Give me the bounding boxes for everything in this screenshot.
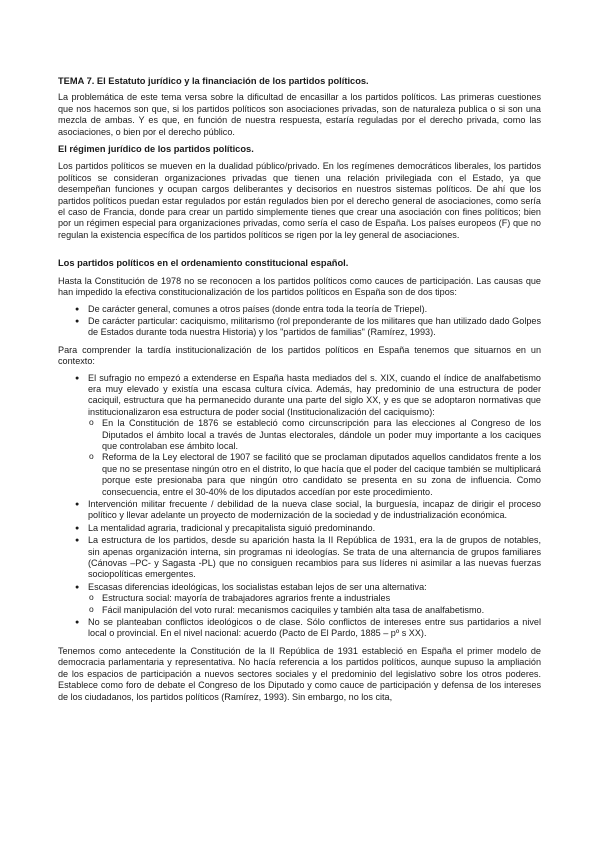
- list-item: ● No se planteaban conflictos ideológicos o de clase. Sólo conflictos de intereses entre sus partidarios a nivel local o provincial. En el nivel nacional: acuerdo (Pacto de El Pardo, 1885 – pº s XX).: [58, 617, 541, 640]
- sub-list-item: o Reforma de la Ley electoral de 1907 se facilitó que se proclaman diputados aquellos candidatos frente a los que no se presentase ningún otro en el distrito, lo que hacía que el poder del cacique también se multiplicará porque este presionaba para que ningún otro candidato se presenta en su zona de influencia. Como consecuencia, entre el 30-40% de los diputados accedían por este procedimiento.: [88, 452, 541, 498]
- document-title: TEMA 7. El Estatuto jurídico y la financiación de los partidos políticos.: [58, 76, 369, 86]
- causes-list: [58, 304, 541, 339]
- intro-paragraph: La problemática de este tema versa sobre la dificultad de encasillar a los partidos políticos. Las primeras cuestiones que nos hacemos son que, si los partidos políticos son asociaciones privadas, son de naturaleza publica o si son una mezcla de ambas. Y es que, en función de nuestra respuesta, estaría reguladas por el derecho privada, como las asociaciones, o bien por el derecho público.: [58, 92, 541, 137]
- list-item: [58, 582, 541, 616]
- section-heading-regimen: El régimen jurídico de los partidos políticos.: [58, 144, 254, 155]
- context-list: [58, 373, 541, 640]
- sub-list-item: o Estructura social: mayoría de trabajadores agrarios frente a industriales: [88, 593, 541, 604]
- list-item: ● Intervención militar frecuente / debilidad de la nueva clase social, la burguesía, incapaz de dirigir el proceso político y llevar adelante un proyecto de modernización de la sociedad y de industrialización económica.: [58, 499, 541, 522]
- list-item: ● De carácter particular: caciquismo, militarismo (rol preponderante de los militares que han utilizado dado Golpes de Estados durante toda nuestra Historia) y los "partidos de familias" (Ramírez, 1993).: [58, 316, 541, 339]
- section-heading-ordenamiento: Los partidos políticos en el ordenamiento constitucional español.: [58, 258, 349, 269]
- list-item: ● La estructura de los partidos, desde su aparición hasta la II República de 1931, era la de grupos de notables, sin apenas organización interna, sin programas ni ideologías. Se trata de una alternancia de grupos familiares (Cánovas –PC- y Sagasta -PL) que no consiguen recambios para sus líderes ni asimilar a las nuevas fuerzas sociopolíticas emergentes.: [58, 535, 541, 581]
- ordenamiento-paragraph-2: Para comprender la tardía institucionalización de los partidos políticos en España tenemos que situarnos en un contexto:: [58, 344, 541, 367]
- sub-list: [88, 593, 541, 616]
- list-item: ● De carácter general, comunes a otros países (donde entra toda la teoría de Triepel).: [58, 304, 541, 315]
- ordenamiento-paragraph-1: Hasta la Constitución de 1978 no se reconocen a los partidos políticos como cauces de participación. Las causas que han impedido la efectiva constitucionalización de los partidos políticos en España son de dos tipos:: [58, 275, 541, 298]
- list-item-text: Escasas diferencias ideológicas, los socialistas estaban lejos de ser una alternativa:: [88, 581, 427, 592]
- list-item: [58, 373, 541, 498]
- list-item-text: El sufragio no empezó a extenderse en España hasta mediados del s. XIX, cuando el índice de analfabetismo era muy elevado y existía una escasa cultura cívica. Además, hay predominio de una estructura de poder caciquil, estructura que ha permanecido durante una parte del siglo XX, y es que se adoptaron normativas que institucionalizaron esa estructura de poder social (Institucionalización del caciquismo):: [88, 372, 541, 417]
- sub-list-item: o Fácil manipulación del voto rural: mecanismos caciquiles y también alta tasa de analfabetismo.: [88, 605, 541, 616]
- ordenamiento-paragraph-3: Tenemos como antecedente la Constitución de la II República de 1931 estableció en España el primer modelo de democracia parlamentaria y representativa. No hacía referencia a los partidos políticos, aunque supuso la ampliación de los espacios de participación a nuevos sectores sociales y el predominio del legislativo sobre los otros poderes. Establece como foro de debate el Congreso de los Diputado y como cauce de participación y defensa de los intereses de los ciudadanos, los partidos políticos (Ramírez, 1993). Sin embargo, no los cita,: [58, 645, 541, 702]
- sub-list-item: o En la Constitución de 1876 se estableció como circunscripción para las elecciones al Congreso de los Diputados el ámbito local a través de Juntas electorales, dándole un poder muy importante a los caciques que controlaban ese ámbito local.: [88, 418, 541, 452]
- sub-list: [88, 418, 541, 498]
- list-item: ● La mentalidad agraria, tradicional y precapitalista siguió predominando.: [58, 523, 541, 534]
- regimen-paragraph: Los partidos políticos se mueven en la dualidad público/privado. En los regímenes democráticos liberales, los partidos políticos se consideran organizaciones privadas que tienen una relación privilegiada con el Estado, ya que desempeñan funciones y ocupan cargos deliberantes y decisorios en nuestros sistemas políticos. De ahí que los partidos políticos puedan estar regulados por están regulados bien por el derecho general de asociaciones, como sería el caso de Francia, donde para crear un partido simplemente tienes que crear una asociación con fines políticos; bien por un régimen especial para organizaciones privadas, como sería el caso de España. Los países europeos (F) que no regulan la existencia específica de los partidos políticos se rigen por la ley general de asociaciones.: [58, 161, 541, 240]
